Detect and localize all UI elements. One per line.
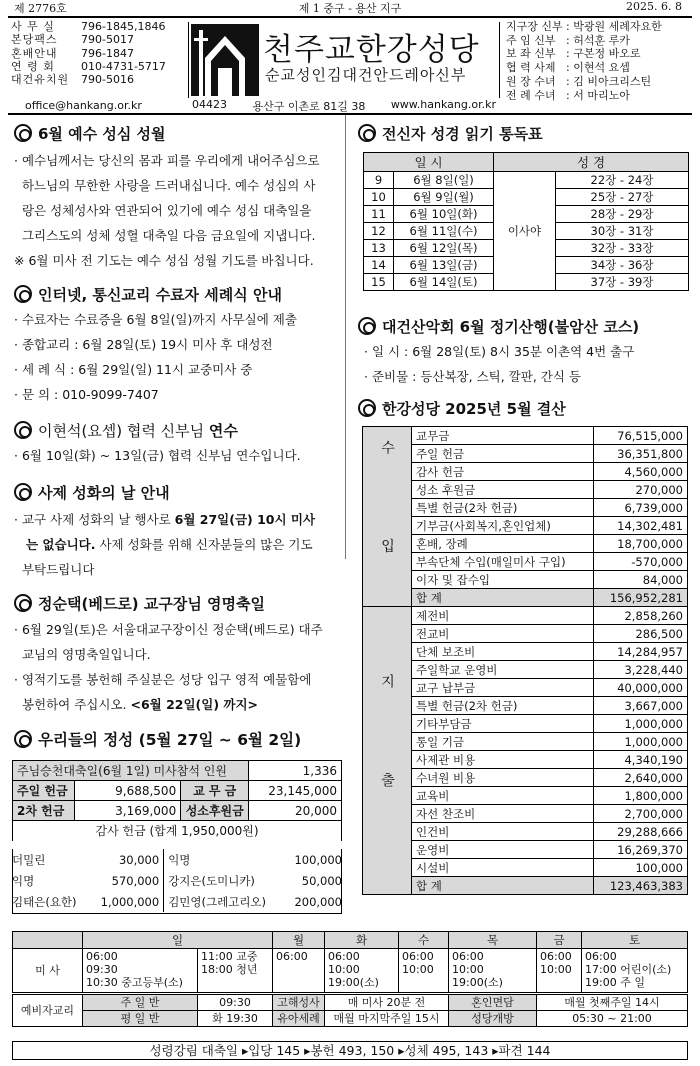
circle-bullet-icon [358, 124, 376, 142]
issue-date: 2025. 6. 8 [626, 0, 682, 13]
postcode: 04423 [192, 98, 227, 111]
email[interactable]: office@hankang.or.kr [25, 99, 142, 112]
circle-bullet-icon [14, 285, 32, 303]
notice-feast: · 6월 29일(토)은 서울대교구장이신 정순택(베드로) 대주 교님의 영명축일입니다. · 영적기도를 봉헌해 주실분은 성당 입구 영적 예물함에 봉헌하여 주십시오. <6월 22일(일) 까지> [14, 622, 323, 712]
mass-attendance-stats: 성령강림 대축일 ▸입당 145 ▸봉헌 493, 150 ▸성체 495, 143 ▸파견 144 [12, 1041, 688, 1060]
table-row: 통일 기금 1,000,000 [363, 733, 688, 751]
table-row: 특별 헌금(2차 헌금) 6,739,000 [363, 499, 688, 517]
section-title: 한강성당 2025년 5월 결산 [358, 398, 566, 419]
table-row: 교육비 1,800,000 [363, 787, 688, 805]
table-row: 혼배, 장례 18,700,000 [363, 535, 688, 553]
table-row: 지 출 제전비 2,858,260 [363, 607, 688, 625]
section-title: 대건산악회 6월 정기산행(불암산 코스) [358, 316, 639, 337]
section-title: 이현석(요셉) 협력 신부님 연수 [14, 420, 238, 441]
notice-retreat: · 6월 10일(화) ~ 13일(금) 협력 신부님 연수입니다. [14, 448, 301, 463]
table-row: 주일학교 운영비 3,228,440 [363, 661, 688, 679]
circle-bullet-icon [14, 421, 32, 439]
section-title: 사제 성화의 날 안내 [14, 482, 170, 503]
contact-row: 본당팩스 790-5017 [11, 33, 134, 47]
staff-row: 원 장 수녀 : 김 비아크리스틴 [506, 74, 652, 88]
table-row: 9 6월 8일(일) 이사야 22장 - 24장 [364, 172, 689, 189]
finance-table [362, 426, 688, 895]
circle-bullet-icon [14, 483, 32, 501]
church-name: 천주교한강성당 [263, 32, 480, 68]
section-title: 6월 예수 성심 성월 [14, 123, 166, 144]
table-row: 수 입 교무금 76,515,000 [363, 427, 688, 445]
address-line [188, 98, 500, 114]
church-masthead [188, 22, 500, 98]
table-row: 13 6월 12일(목) 32장 - 33장 [364, 240, 689, 257]
section-title: 우리들의 정성 (5월 27일 ~ 6월 2일) [14, 728, 301, 750]
table-row: 주일 헌금 36,351,800 [363, 445, 688, 463]
contact-row: 연 령 회 010-4731-5717 [11, 59, 166, 73]
issue-number: 제 2776호 [14, 2, 67, 15]
notice-baptism: · 수료자는 수료증을 6월 8일(일)까지 사무실에 제출 · 종합교리 : 6월 28일(토) 19시 미사 후 대성전 · 세 례 식 : 6월 29일(일) 11시 교중미사 중 · 문 의 : 010-9099-7407 [14, 312, 297, 402]
table-row: 김태은(요한) 1,000,000 김민영(그레고리오) 200,000 [12, 891, 342, 912]
table-row: 자선 찬조비 2,700,000 [363, 805, 688, 823]
notice-priest-day: · 교구 사제 성화의 날 행사로 6월 27일(금) 10시 미사 는 없습니다. 사제 성화를 위해 신자분들의 많은 기도 부탁드립니다 [14, 512, 316, 577]
table-row: 부속단체 수입(매일미사 구입) -570,000 [363, 553, 688, 571]
table-row: 성소 후원금 270,000 [363, 481, 688, 499]
table-row: 전교비 286,500 [363, 625, 688, 643]
table-row: 익명 570,000 강지은(도미니카) 50,000 [12, 870, 342, 891]
table-row: 기부금(사회복지,혼인업체) 14,302,481 [363, 517, 688, 535]
contacts [11, 20, 166, 86]
column-divider [345, 115, 346, 559]
section-title: 전신자 성경 읽기 통독표 [358, 123, 543, 144]
table-row: 15 6월 14일(토) 37장 - 39장 [364, 274, 689, 291]
table-row: 11 6월 10일(화) 28장 - 29장 [364, 206, 689, 223]
offering-table: 주님승천대축일(6월 1일) 미사참석 인원 1,336 주일 헌금 9,688,500 교 무 금 23,145,000 2차 헌금 3,169,000 성소후원금 20,000 감사 헌금 (합계 1,950,000원) [12, 760, 342, 841]
table-row: 운영비 16,269,370 [363, 841, 688, 859]
table-row: 시설비 100,000 [363, 859, 688, 877]
table-row: 인건비 29,288,666 [363, 823, 688, 841]
mass-schedule: 일 월 화 수 목 금 토 미 사 06:00 09:30 10:30 중고등부(소) 11:00 교중 18:00 청년 06:00 06:00 10:00 19:00(소) 06:00 10:00 06:00 10:00 19:00(소) 06:00 10:00 06:00 17:00 어린이(소) 19:00 주 일 [12, 931, 688, 993]
church-logo-icon [191, 24, 259, 96]
staff-list [506, 20, 662, 102]
district: 제 1 중구 - 용산 지구 [298, 2, 402, 15]
table-row: 12 6월 11일(수) 30장 - 31장 [364, 223, 689, 240]
staff-row: 협 력 사제 : 이현석 요셉 [506, 61, 630, 75]
table-row: 기타부담금 1,000,000 [363, 715, 688, 733]
section-title: 인터넷, 통신교리 수료자 세례식 안내 [14, 284, 282, 305]
website-link[interactable]: www.hankang.or.kr [390, 98, 496, 111]
table-row: 합 계 123,463,383 [363, 877, 688, 895]
top-bar [8, 0, 692, 15]
church-patron: 순교성인김대건안드레아신부 [265, 66, 467, 84]
notice-jesus-heart: · 예수님께서는 당신의 몸과 피를 우리에게 내어주심으로 하느님의 무한한 사랑을 드러내십니다. 예수 성심의 사 랑은 성체성사와 연관되어 있기에 예수 성심 대축일을 그리스도의 성체 성혈 대축일 다음 금요일에 지냅니다. ※ 6월 미사 전 기도는 예수 성심 성월 기도를 바칩니다. [14, 153, 320, 268]
staff-row: 주 임 신부 : 허석훈 루카 [506, 33, 630, 47]
table-row: 합 계 156,952,281 [363, 589, 688, 607]
table-row: 특별 헌금(2차 헌금) 3,667,000 [363, 697, 688, 715]
contact-row: 사 무 실 796-1845,1846 [11, 20, 166, 33]
table-row: 10 6월 9일(월) 25장 - 27장 [364, 189, 689, 206]
table-row: 단체 보조비 14,284,957 [363, 643, 688, 661]
staff-row: 지구장 신부 : 박광원 세례자요한 [506, 20, 662, 33]
table-row: 사제관 비용 4,340,190 [363, 751, 688, 769]
notice-hiking: · 일 시 : 6월 28일(토) 8시 35분 이촌역 4번 출구 · 준비물 : 등산복장, 스틱, 깔판, 간식 등 [364, 344, 635, 384]
masthead-divider [8, 113, 692, 115]
section-title: 정순택(베드로) 교구장님 영명축일 [14, 593, 265, 614]
circle-bullet-icon [358, 399, 376, 417]
circle-bullet-icon [358, 317, 376, 335]
table-row: 이자 및 잡수입 84,000 [363, 571, 688, 589]
staff-row: 전 례 수녀 : 서 마리노아 [506, 88, 630, 102]
circle-bullet-icon [14, 730, 32, 748]
thanks-border [12, 849, 342, 914]
table-row: 수녀원 비용 2,640,000 [363, 769, 688, 787]
sacrament-schedule: 예비자교리 주 일 반 09:30 고해성사 매 미사 20분 전 혼인면담 매월 첫째주일 14시 평 일 반 화 19:30 유아세례 매월 마지막주일 15시 성당개방 05:30 ~ 21:00 [12, 994, 688, 1027]
table-row: 감사 헌금 4,560,000 [363, 463, 688, 481]
contact-row: 혼배안내 796-1847 [11, 46, 134, 60]
bible-reading-table: 일 시 성 경 9 6월 8일(일) 이사야 22장 - 24장 10 6월 9일(월) 25장 - 27장 11 6월 10일(화) 28장 - 29장 12 6월 11일(수) 30장 - 31장 13 6월 12일(목) 32장 - 33장 14 6월 13일(금) 34장 - 36장 15 6월 14일(토) 37장 - 39장 [363, 152, 689, 291]
circle-bullet-icon [14, 594, 32, 612]
contact-row: 대건유치원 790-5016 [11, 73, 134, 87]
table-row: 14 6월 13일(금) 34장 - 36장 [364, 257, 689, 274]
table-row: 더밀린 30,000 익명 100,000 [12, 849, 342, 870]
circle-bullet-icon [14, 124, 32, 142]
address: 용산구 이촌로 81길 38 [252, 100, 366, 113]
header-divider [8, 16, 692, 18]
staff-row: 보 좌 신부 : 구본정 바오로 [506, 47, 641, 61]
table-row: 교구 납부금 40,000,000 [363, 679, 688, 697]
